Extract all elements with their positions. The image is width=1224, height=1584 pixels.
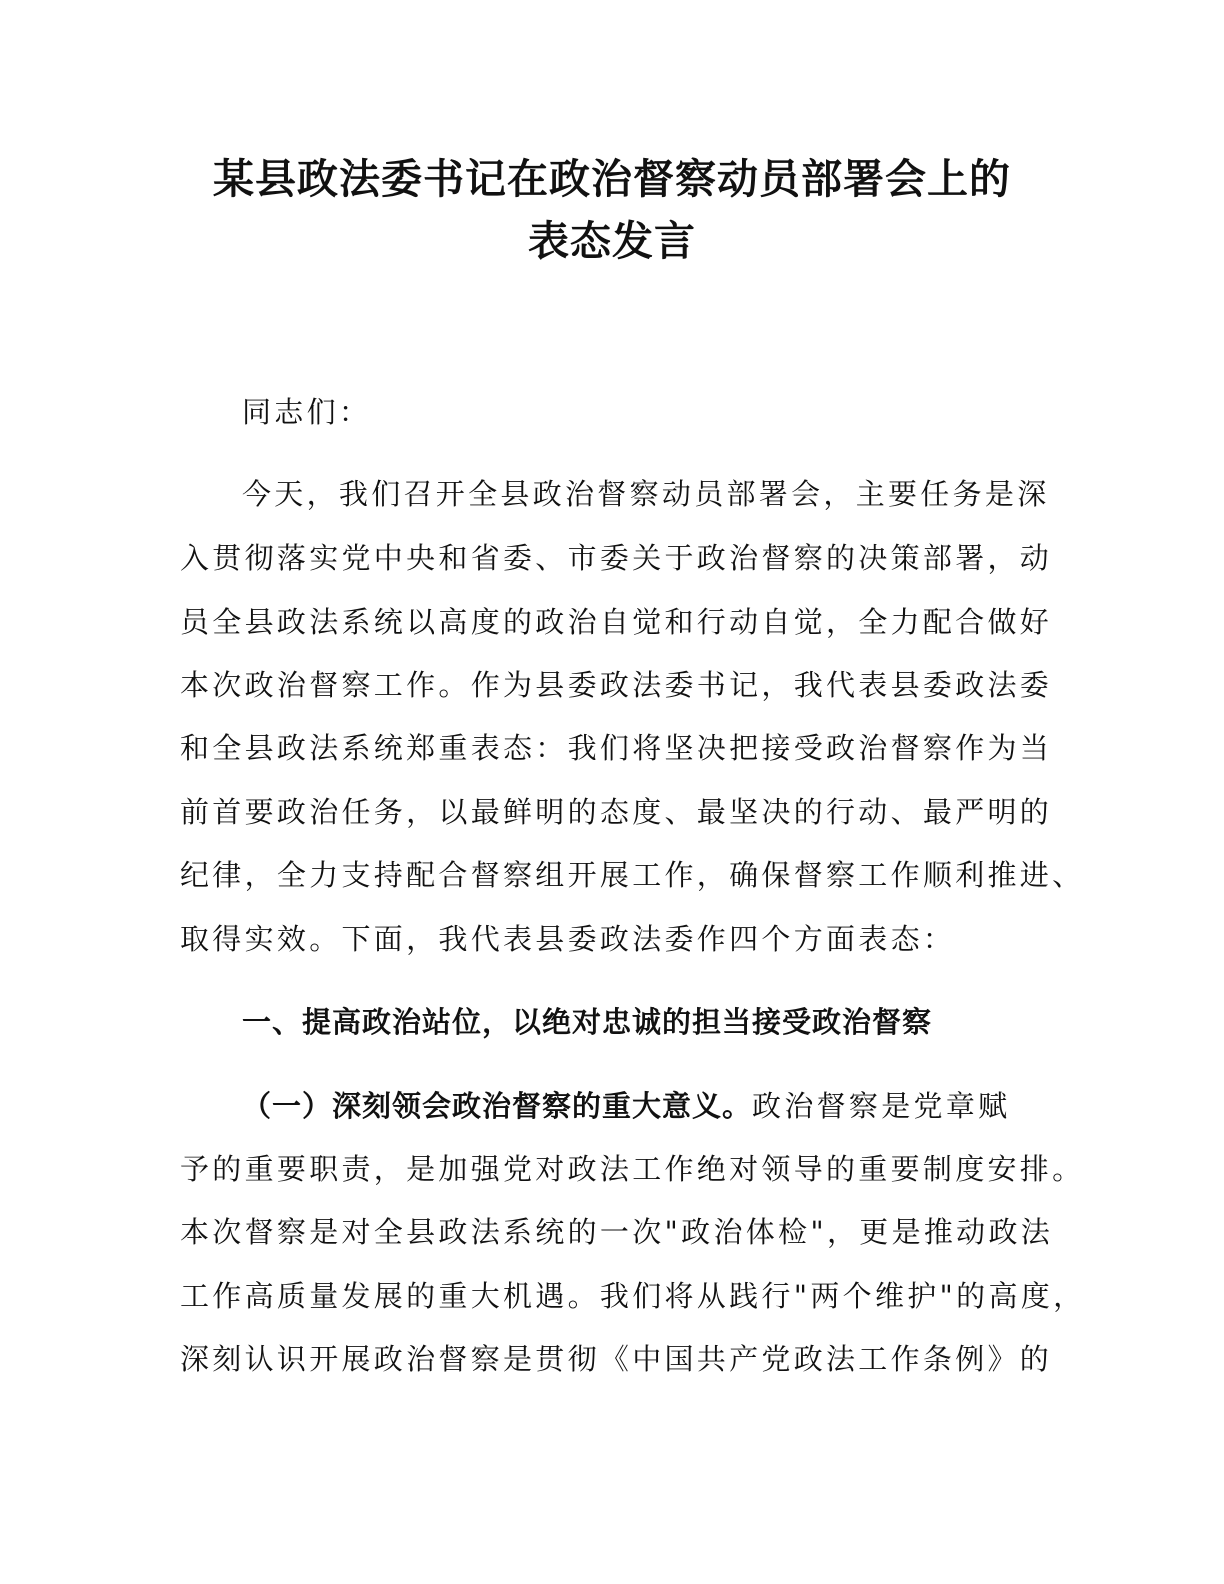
salutation: 同志们： [242,395,372,429]
paragraph-line: 予的重要职责，是加强党对政法工作绝对领导的重要制度安排。 [180,1152,1085,1186]
paragraph-line: 前首要政治任务，以最鲜明的态度、最坚决的行动、最严明的 [180,795,1053,829]
paragraph-line: 深刻认识开展政治督察是贯彻《中国共产党政法工作条例》的 [180,1342,1053,1376]
title-line-1: 某县政法委书记在政治督察动员部署会上的 [213,155,1011,203]
subsection-text: 政治督察是党章赋 [752,1089,1011,1123]
paragraph-line: 今天，我们召开全县政治督察动员部署会，主要任务是深 [242,477,1050,511]
paragraph-line: 工作高质量发展的重大机遇。我们将从践行"两个维护"的高度， [180,1279,1086,1313]
paragraph-line: 取得实效。下面，我代表县委政法委作四个方面表态： [180,922,956,956]
section-heading: 一、提高政治站位，以绝对忠诚的担当接受政治督察 [242,1005,933,1039]
paragraph-line: 入贯彻落实党中央和省委、市委关于政治督察的决策部署，动 [180,541,1053,575]
subsection-line [242,1088,1050,1124]
paragraph-line: 本次督察是对全县政法系统的一次"政治体检"，更是推动政法 [180,1215,1054,1249]
title-line-2: 表态发言 [528,217,696,265]
paragraph-line: 纪律，全力支持配合督察组开展工作，确保督察工作顺利推进、 [180,858,1085,892]
subsection-heading: （一）深刻领会政治督察的重大意义。 [242,1089,753,1123]
paragraph-line: 本次政治督察工作。作为县委政法委书记，我代表县委政法委 [180,668,1053,702]
paragraph-line: 员全县政法系统以高度的政治自觉和行动自觉，全力配合做好 [180,605,1053,639]
paragraph-line: 和全县政法系统郑重表态：我们将坚决把接受政治督察作为当 [180,731,1053,765]
document-title [150,148,1074,272]
